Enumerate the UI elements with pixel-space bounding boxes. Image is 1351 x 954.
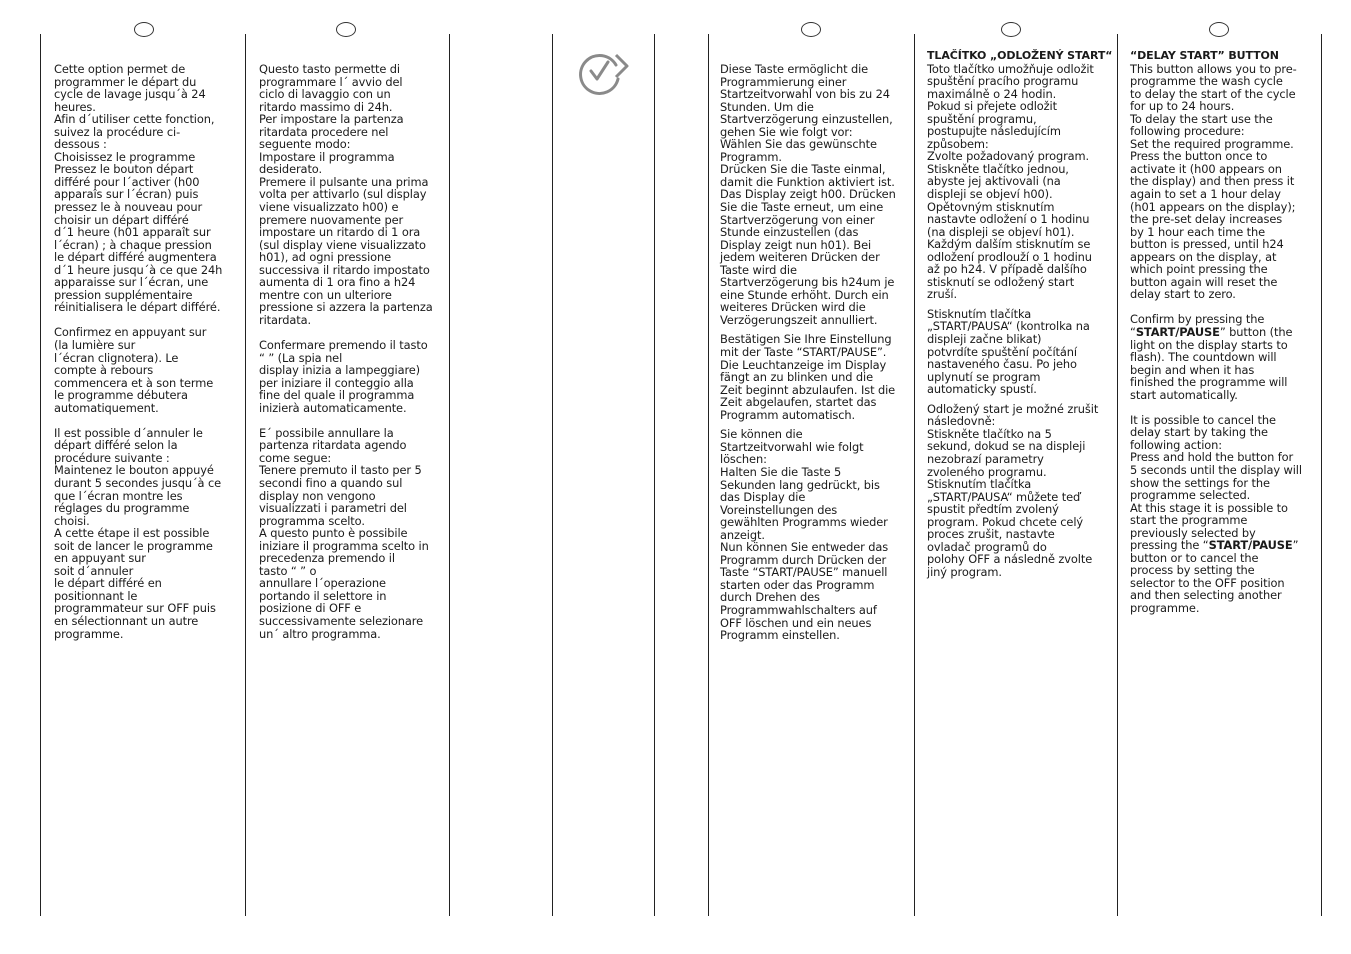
section-heading: TLAČÍTKO „ODLOŽENÝ START“ (927, 49, 1113, 62)
paragraph: Questo tasto permette di programmare l´ avvio del ciclo di lavaggio con un ritardo massimo di 24h. Per impostare la partenza ritardata procedere nel seguente modo: Impostare il programma desiderato. Premere il pulsante una prima volta per attivarlo (sul display viene visualizzato h00) e premere nuovamente per impostare un ritardo di 1 ora (sul display viene visualizzato h01), ad ogni pressione successiva il ritardo impostato aumenta di 1 ora fino a h24 mentre con un ulteriore pressione si azzera la partenza ritardata. (259, 62, 433, 327)
czech-column (927, 50, 1115, 578)
paragraph: Stisknutím tlačítka „START/PAUSA“ (kontrolka na displeji začne blikat) potvrdíte spuštění počítání nastaveného času. Po jeho uplynutí se program automaticky spustí. (927, 306, 1090, 397)
language-marker-fr (134, 22, 154, 37)
paragraph: It is possible to cancel the delay start by taking the following action: Press and hold the button for 5 seconds until the display will show the settings for the programme selected. At this stage it is possible to start the programme previously selected by pressing the “START/PAUSE” button or to cancel the process by setting the selector to the OFF position and then selecting another programme. (1130, 412, 1302, 615)
paragraph: Confirm by pressing the “START/PAUSE” button (the light on the display starts to flash). The countdown will begin and when it has finished the programme will start automatically. (1130, 312, 1293, 402)
column-divider (449, 34, 450, 916)
start-pause-label: START/PAUSE (1208, 538, 1293, 553)
column-divider (654, 34, 655, 916)
delay-start-clock-icon (578, 49, 630, 97)
language-marker-en (1209, 22, 1229, 37)
french-column (54, 63, 242, 640)
german-column (720, 63, 912, 642)
column-divider (708, 34, 709, 916)
language-marker-it (336, 22, 356, 37)
paragraph: Toto tlačítko umožňuje odložit spuštění pracího programu maximálně o 24 hodin. Pokud si přejete odložit spuštění programu, postupujte následujícím způsobem: Zvolte požadovaný program. Stiskněte tlačítko jednou, abyste jej aktivovali (na displeji se objeví h00). Opětovným stisknutím nastavte odložení o 1 hodinu (na displeji se objeví h01). Každým dalším stisknutím se odložení prodlouží o 1 hodinu až po h24. V případě dalšího stisknutí se odložený start zruší. (927, 61, 1094, 302)
column-divider (914, 34, 915, 916)
paragraph: E´ possibile annullare la partenza ritardata agendo come segue: Tenere premuto il tasto per 5 secondi fino a quando sul display non vengono visualizzati i parametri del programma scelto. A questo punto è possibile iniziare il programma scelto in precedenza premendo il tasto “ ” o annullare l´operazione portando il selettore in posizione di OFF e successivamente selezionare un´ altro programma. (259, 425, 429, 641)
section-heading: “DELAY START” BUTTON (1130, 49, 1279, 62)
italian-column (259, 63, 447, 640)
paragraph: Bestätigen Sie Ihre Einstellung mit der Taste “START/PAUSE”. Die Leuchtanzeige im Display fängt an zu blinken und die Zeit beginnt abzulaufen. Ist die Zeit abgelaufen, startet das Programm automatisch. (720, 332, 896, 422)
column-divider (1321, 34, 1322, 916)
paragraph: Sie können die Startzeitvorwahl wie folgt löschen: Halten Sie die Taste 5 Sekunden lang gedrückt, bis das Display die Voreinstellungen des gewählten Programms wieder anzeigt. Nun können Sie entweder das Programm durch Drücken der Taste “START/PAUSE” manuell starten oder das Programm durch Drehen des Programmwahlschalters auf OFF löschen und ein neues Programm einstellen. (720, 427, 889, 643)
column-divider (1117, 34, 1118, 916)
language-marker-de (801, 22, 821, 37)
paragraph: Diese Taste ermöglicht die Programmierung einer Startzeitvorwahl von bis zu 24 Stunden. Um die Startverzögerung einzustellen, gehen Sie wie folgt vor: Wählen Sie das gewünschte Programm. Drücken Sie die Taste einmal, damit die Funktion aktiviert ist. Das Display zeigt h00. Drücken Sie die Taste erneut, um eine Startverzögerung von einer Stunde einzustellen (das Display zeigt nun h01). Bei jedem weiteren Drücken der Taste wird die Startverzögerung bis h24um je eine Stunde erhöht. Durch ein weiteres Drücken wird die Verzögerungszeit annulliert. (720, 62, 896, 327)
column-divider (552, 34, 553, 916)
paragraph: Confirmez en appuyant sur (la lumière sur l´écran clignotera). Le compte à rebours commencera et à son terme le programme débutera automatiquement. (54, 325, 214, 415)
start-pause-label: START/PAUSE (1135, 324, 1220, 339)
paragraph: Odložený start je možné zrušit následovně: Stiskněte tlačítko na 5 sekund, dokud se na displeji nezobrazí parametry zvoleného programu. Stisknutím tlačítka „START/PAUSA“ můžete teď spustit předtím zvolený program. Pokud chcete celý proces zrušit, nastavte ovladač programů do polohy OFF a následně zvolte jiný program. (927, 401, 1099, 579)
paragraph: Il est possible d´annuler le départ différé selon la procédure suivante : Maintenez le bouton appuyé durant 5 secondes jusqu´à ce que l´écran montre les réglages du programme choisi. A cette étape il est possible soit de lancer le programme en appuyant sur soit d´annuler le départ différé en positionnant le programmateur sur OFF puis en sélectionnant un autre programme. (54, 425, 222, 641)
english-column (1130, 50, 1320, 615)
language-marker-cz (1001, 22, 1021, 37)
column-divider (40, 34, 41, 916)
paragraph: This button allows you to pre- programme the wash cycle to delay the start of the cycle for up to 24 hours. To delay the start use the following procedure: Set the required programme. Press the button once to activate it (h00 appears on the display) and then press it again to set a 1 hour delay (h01 appears on the display); the pre-set delay increases by 1 hour each time the button is pressed, until h24 appears on the display, at which point pressing the button again will reset the delay start to zero. (1130, 61, 1297, 302)
paragraph: Confermare premendo il tasto “ ” (La spia nel display inizia a lampeggiare) per iniziare il conteggio alla fine del quale il programma inizierà automaticamente. (259, 337, 428, 415)
paragraph: Cette option permet de programmer le départ du cycle de lavage jusqu´à 24 heures. Afin d´utiliser cette fonction, suivez la procédure ci- dessous : Choisissez le programme Pressez le bouton départ différé pour l´activer (h00 apparaîs sur l´écran) puis pressez le à nouveau pour choisir un départ différé d´1 heure (h01 apparaît sur l´écran) ; à chaque pression le départ différé augmentera d´1 heure jusqu´à ce que 24h apparaisse sur l´écran, une pression supplémentaire réinitialisera le départ différé. (54, 62, 223, 315)
column-divider (245, 34, 246, 916)
